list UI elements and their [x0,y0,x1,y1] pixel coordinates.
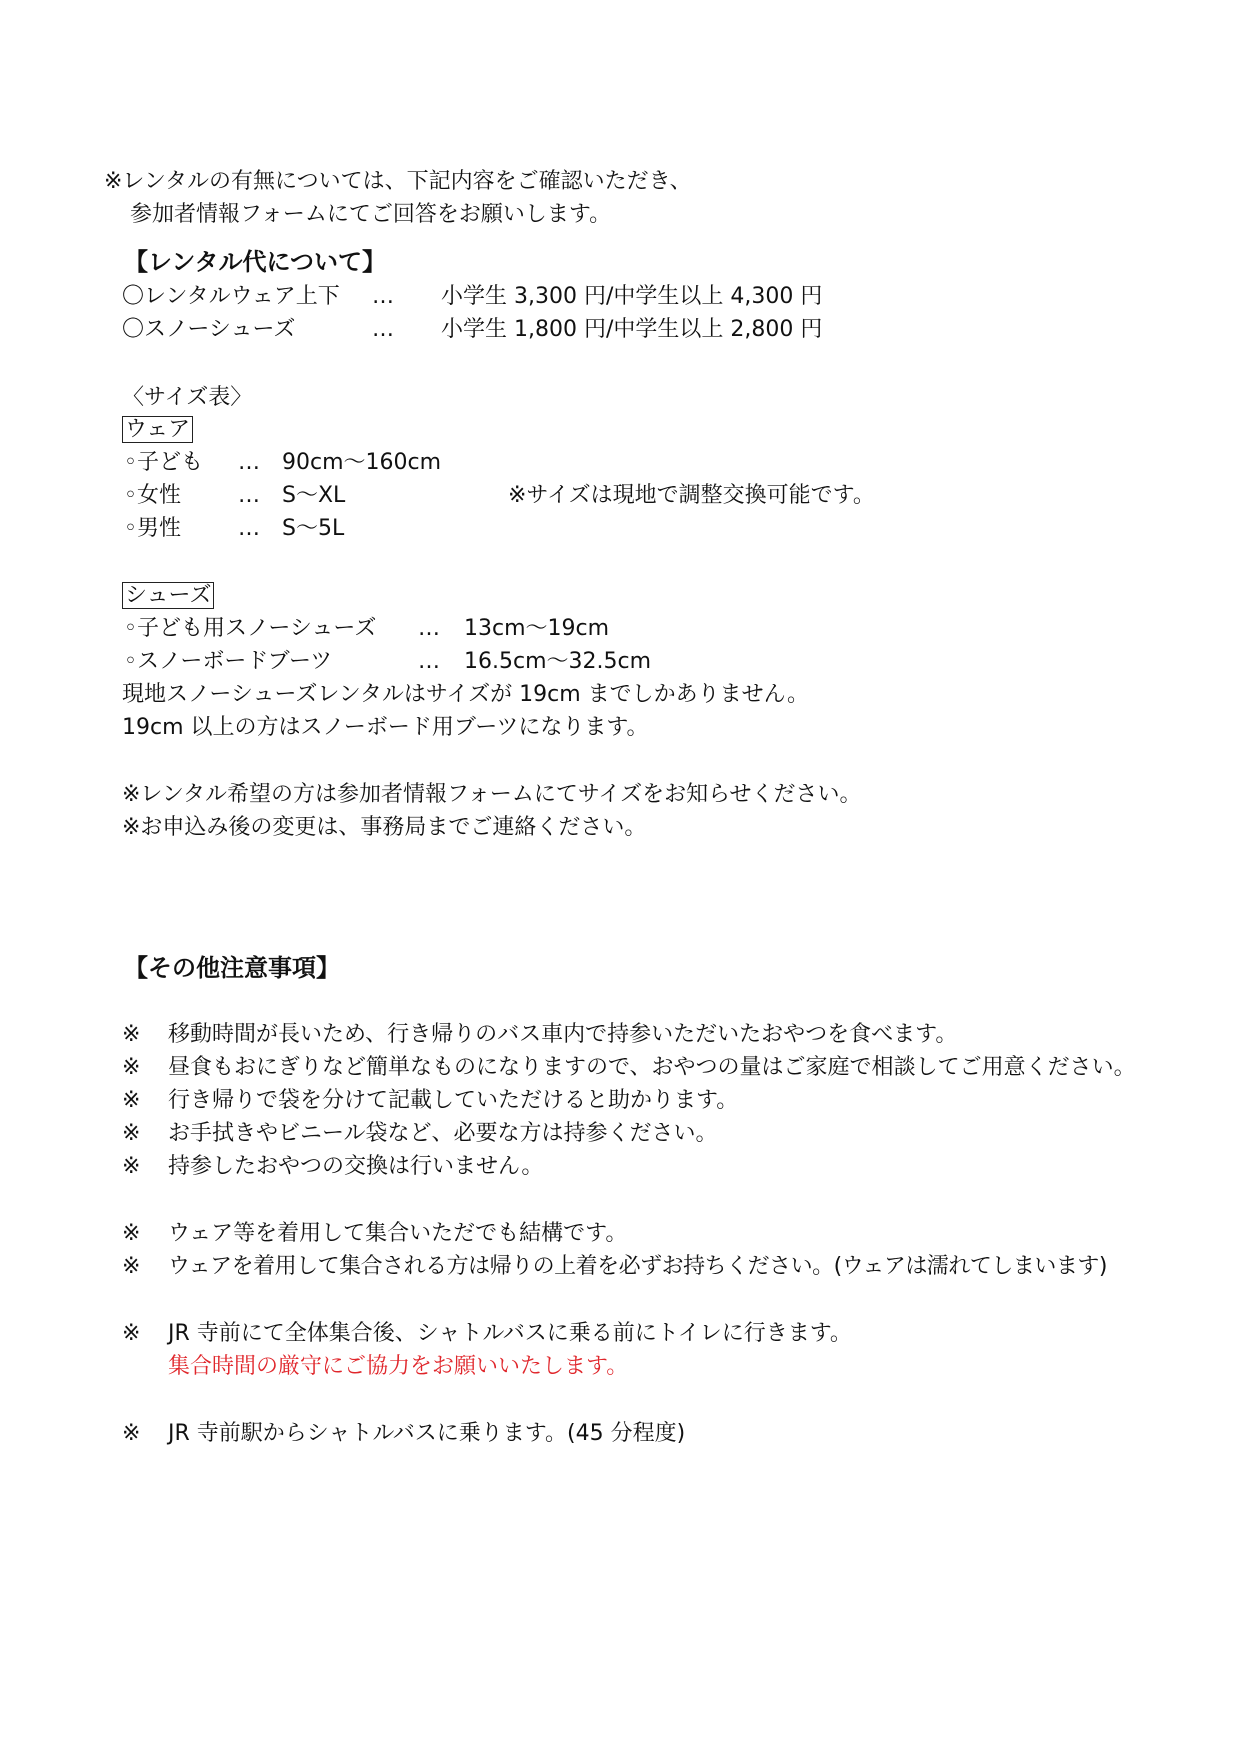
wear-size-dots: … [238,450,260,475]
note-mark: ※ [122,1321,141,1346]
rental-notice-1: ※レンタル希望の方は参加者情報フォームにてサイズをお知らせください。 [122,782,862,807]
note-item: 持参したおやつの交換は行いません。 [168,1154,544,1179]
note-mark: ※ [122,1055,141,1080]
wear-label: ウェア [122,416,193,443]
shoes-size-value: 13cm～19cm [464,616,610,641]
wear-size-value: 90cm～160cm [282,450,442,475]
note-item: JR 寺前駅からシャトルバスに乗ります。(45 分程度) [168,1421,686,1446]
note-mark: ※ [122,1154,141,1179]
shoes-size-dots: … [418,616,440,641]
note-mark: ※ [122,1088,141,1113]
intro-line-2: 参加者情報フォームにてご回答をお願いします。 [130,202,612,227]
wear-size-dots: … [238,483,260,508]
size-table-title: 〈サイズ表〉 [122,385,253,410]
note-mark: ※ [122,1022,141,1047]
shoes-size-who: ◦スノーボードブーツ [124,649,333,674]
wear-size-dots: … [238,516,260,541]
rental-item-dots: … [372,284,394,309]
rental-item-name: 〇スノーシューズ [122,317,296,342]
shoes-label: シューズ [122,582,214,609]
rental-notice-2: ※お申込み後の変更は、事務局までご連絡ください。 [122,815,647,840]
wear-size-note: ※サイズは現地で調整交換可能です。 [508,483,875,508]
rental-item-name: 〇レンタルウェア上下 [122,284,340,309]
note-item: JR 寺前にて全体集合後、シャトルバスに乗る前にトイレに行きます。 [168,1321,852,1346]
note-item: 移動時間が長いため、行き帰りのバス車内で持参いただいたおやつを食べます。 [168,1022,958,1047]
wear-size-value: S～XL [282,483,346,508]
rental-item-price: 小学生 1,800 円/中学生以上 2,800 円 [441,317,823,342]
note-mark: ※ [122,1254,141,1279]
shoes-size-who: ◦子ども用スノーシューズ [124,616,377,641]
other-notes-heading: 【その他注意事項】 [124,954,340,982]
note-mark: ※ [122,1221,141,1246]
note-item: 昼食もおにぎりなど簡単なものになりますので、おやつの量はご家庭で相談してご用意ください。 [168,1055,1136,1080]
note-item: ウェアを着用して集合される方は帰りの上着を必ずお持ちください。(ウェアは濡れてしまいます) [168,1254,1107,1279]
rental-item-price: 小学生 3,300 円/中学生以上 4,300 円 [441,284,823,309]
note-item: お手拭きやビニール袋など、必要な方は持参ください。 [168,1121,718,1146]
rental-item-dots: … [372,317,394,342]
intro-line-1: ※レンタルの有無については、下記内容をご確認いただき、 [104,169,692,194]
red-alert-note: 集合時間の厳守にご協力をお願いいたします。 [168,1354,629,1379]
wear-size-who: ◦女性 [124,483,181,508]
note-item: ウェア等を着用して集合いただでも結構です。 [168,1221,628,1246]
wear-size-who: ◦男性 [124,516,181,541]
wear-size-who: ◦子ども [124,450,203,475]
note-mark: ※ [122,1421,141,1446]
shoes-note-1: 現地スノーシューズレンタルはサイズが 19cm までしかありません。 [122,682,809,707]
note-item: 行き帰りで袋を分けて記載していただけると助かります。 [168,1088,739,1113]
rental-fee-heading: 【レンタル代について】 [124,248,386,276]
shoes-size-dots: … [418,649,440,674]
shoes-note-2: 19cm 以上の方はスノーボード用ブーツになります。 [122,715,649,740]
note-mark: ※ [122,1121,141,1146]
wear-size-value: S～5L [282,516,345,541]
shoes-size-value: 16.5cm～32.5cm [464,649,652,674]
